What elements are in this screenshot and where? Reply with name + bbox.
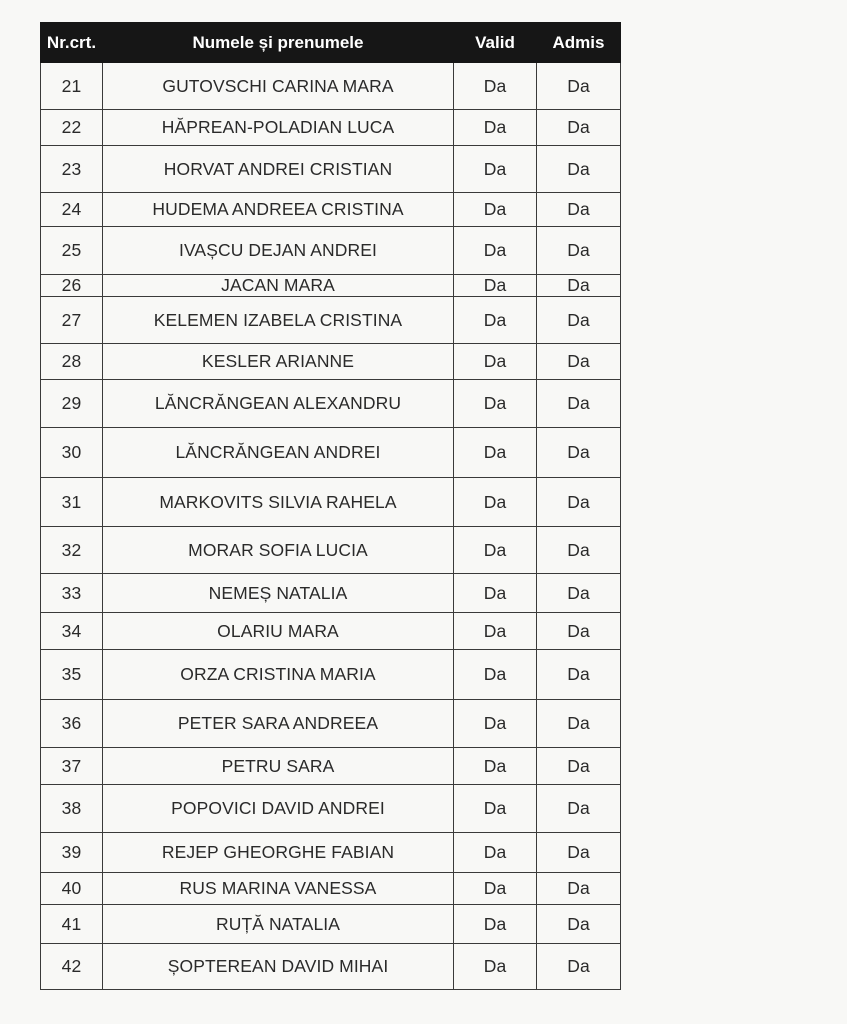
cell-name: REJEP GHEORGHE FABIAN xyxy=(103,833,454,873)
cell-admis: Da xyxy=(537,110,621,146)
cell-valid: Da xyxy=(454,428,537,478)
cell-valid: Da xyxy=(454,297,537,344)
cell-admis: Da xyxy=(537,574,621,613)
cell-valid: Da xyxy=(454,574,537,613)
cell-nr: 41 xyxy=(41,905,103,944)
cell-name: PETRU SARA xyxy=(103,748,454,785)
cell-name: LĂNCRĂNGEAN ANDREI xyxy=(103,428,454,478)
table-row xyxy=(41,227,621,275)
table-row xyxy=(41,944,621,990)
cell-nr: 23 xyxy=(41,146,103,193)
cell-nr: 31 xyxy=(41,478,103,527)
table-row xyxy=(41,650,621,700)
table-row xyxy=(41,905,621,944)
header-nr: Nr.crt. xyxy=(41,23,103,63)
table-row xyxy=(41,193,621,227)
cell-nr: 34 xyxy=(41,613,103,650)
cell-admis: Da xyxy=(537,297,621,344)
cell-nr: 36 xyxy=(41,700,103,748)
cell-name: IVAȘCU DEJAN ANDREI xyxy=(103,227,454,275)
cell-admis: Da xyxy=(537,63,621,110)
cell-valid: Da xyxy=(454,193,537,227)
cell-valid: Da xyxy=(454,785,537,833)
cell-name: GUTOVSCHI CARINA MARA xyxy=(103,63,454,110)
cell-admis: Da xyxy=(537,650,621,700)
cell-valid: Da xyxy=(454,344,537,380)
table-row xyxy=(41,297,621,344)
cell-nr: 37 xyxy=(41,748,103,785)
table-row xyxy=(41,380,621,428)
table-row xyxy=(41,478,621,527)
cell-admis: Da xyxy=(537,227,621,275)
cell-valid: Da xyxy=(454,944,537,990)
cell-valid: Da xyxy=(454,478,537,527)
cell-name: LĂNCRĂNGEAN ALEXANDRU xyxy=(103,380,454,428)
cell-name: MARKOVITS SILVIA RAHELA xyxy=(103,478,454,527)
table-row xyxy=(41,110,621,146)
results-table xyxy=(40,22,621,990)
cell-valid: Da xyxy=(454,227,537,275)
cell-name: HUDEMA ANDREEA CRISTINA xyxy=(103,193,454,227)
cell-valid: Da xyxy=(454,63,537,110)
cell-nr: 28 xyxy=(41,344,103,380)
cell-nr: 22 xyxy=(41,110,103,146)
cell-admis: Da xyxy=(537,905,621,944)
cell-name: ORZA CRISTINA MARIA xyxy=(103,650,454,700)
cell-name: JACAN MARA xyxy=(103,275,454,297)
cell-valid: Da xyxy=(454,613,537,650)
cell-nr: 33 xyxy=(41,574,103,613)
cell-admis: Da xyxy=(537,478,621,527)
cell-admis: Da xyxy=(537,873,621,905)
cell-nr: 30 xyxy=(41,428,103,478)
cell-admis: Da xyxy=(537,785,621,833)
cell-nr: 40 xyxy=(41,873,103,905)
cell-valid: Da xyxy=(454,275,537,297)
cell-nr: 26 xyxy=(41,275,103,297)
cell-admis: Da xyxy=(537,193,621,227)
header-row xyxy=(41,23,621,63)
cell-nr: 25 xyxy=(41,227,103,275)
table-row xyxy=(41,785,621,833)
cell-admis: Da xyxy=(537,748,621,785)
cell-admis: Da xyxy=(537,275,621,297)
cell-valid: Da xyxy=(454,650,537,700)
cell-valid: Da xyxy=(454,833,537,873)
cell-name: PETER SARA ANDREEA xyxy=(103,700,454,748)
cell-valid: Da xyxy=(454,748,537,785)
cell-nr: 38 xyxy=(41,785,103,833)
table-row xyxy=(41,700,621,748)
cell-nr: 21 xyxy=(41,63,103,110)
cell-nr: 32 xyxy=(41,527,103,574)
cell-admis: Da xyxy=(537,527,621,574)
table-row xyxy=(41,428,621,478)
cell-admis: Da xyxy=(537,428,621,478)
cell-valid: Da xyxy=(454,146,537,193)
table-row xyxy=(41,833,621,873)
table-row xyxy=(41,873,621,905)
cell-name: KESLER ARIANNE xyxy=(103,344,454,380)
table-row xyxy=(41,613,621,650)
cell-valid: Da xyxy=(454,527,537,574)
cell-name: NEMEȘ NATALIA xyxy=(103,574,454,613)
table-row xyxy=(41,275,621,297)
cell-name: RUS MARINA VANESSA xyxy=(103,873,454,905)
header-admis: Admis xyxy=(537,23,621,63)
cell-name: OLARIU MARA xyxy=(103,613,454,650)
cell-name: HĂPREAN-POLADIAN LUCA xyxy=(103,110,454,146)
cell-nr: 35 xyxy=(41,650,103,700)
cell-name: ȘOPTEREAN DAVID MIHAI xyxy=(103,944,454,990)
cell-nr: 27 xyxy=(41,297,103,344)
cell-name: MORAR SOFIA LUCIA xyxy=(103,527,454,574)
table-row xyxy=(41,527,621,574)
table-row xyxy=(41,344,621,380)
table-row xyxy=(41,63,621,110)
table-row xyxy=(41,748,621,785)
cell-valid: Da xyxy=(454,110,537,146)
cell-nr: 42 xyxy=(41,944,103,990)
header-name: Numele și prenumele xyxy=(103,23,454,63)
cell-valid: Da xyxy=(454,700,537,748)
cell-admis: Da xyxy=(537,700,621,748)
cell-admis: Da xyxy=(537,833,621,873)
cell-valid: Da xyxy=(454,873,537,905)
cell-valid: Da xyxy=(454,905,537,944)
cell-nr: 39 xyxy=(41,833,103,873)
table-body xyxy=(41,63,621,990)
header-valid: Valid xyxy=(454,23,537,63)
cell-name: RUȚĂ NATALIA xyxy=(103,905,454,944)
cell-admis: Da xyxy=(537,344,621,380)
table-row xyxy=(41,146,621,193)
cell-admis: Da xyxy=(537,944,621,990)
cell-admis: Da xyxy=(537,613,621,650)
cell-admis: Da xyxy=(537,146,621,193)
table-header xyxy=(41,23,621,63)
table-row xyxy=(41,574,621,613)
cell-name: KELEMEN IZABELA CRISTINA xyxy=(103,297,454,344)
cell-nr: 29 xyxy=(41,380,103,428)
cell-name: HORVAT ANDREI CRISTIAN xyxy=(103,146,454,193)
cell-valid: Da xyxy=(454,380,537,428)
cell-nr: 24 xyxy=(41,193,103,227)
cell-name: POPOVICI DAVID ANDREI xyxy=(103,785,454,833)
cell-admis: Da xyxy=(537,380,621,428)
